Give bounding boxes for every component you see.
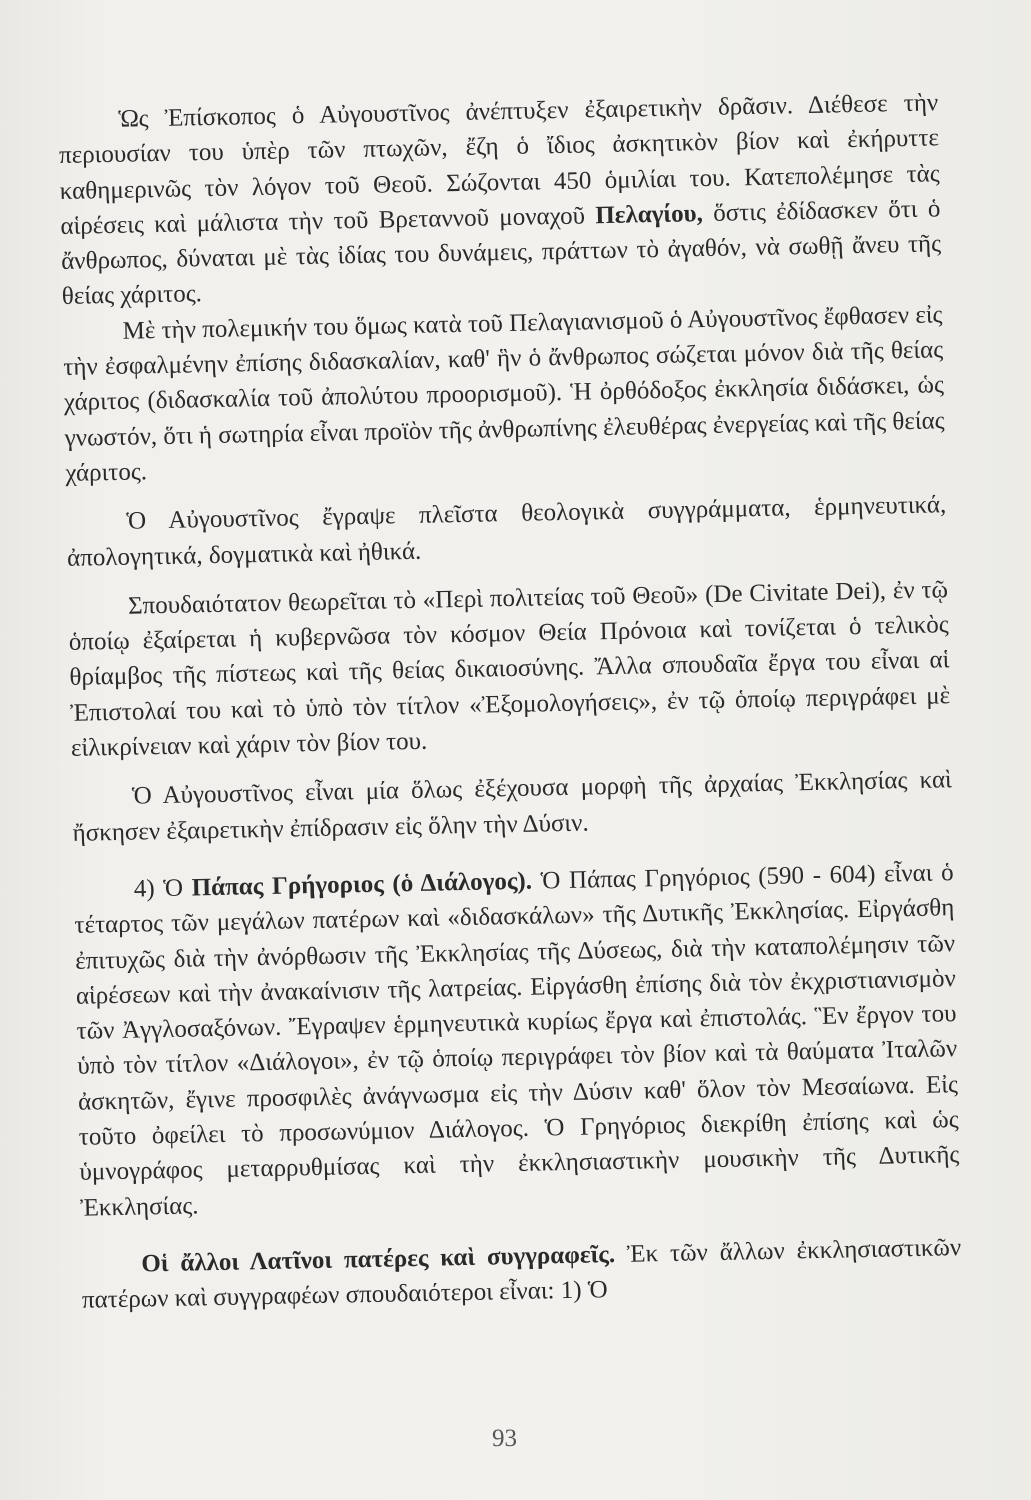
paragraph-augustine-bishop bbox=[58, 85, 942, 314]
paragraph-text: ὅστις ἐδίδασκεν ὅτι ὁ ἄνθρωπος, δύναται μὲ τὰς ἰδίας του δυνάμεις, πράττων τὸ ἀγαθόν, νὰ σωθῇ ἄνευ τῆς θείας χάριτος. bbox=[60, 195, 942, 311]
paragraph-writings bbox=[66, 488, 947, 576]
paragraph-text: Σπουδαιότατον θεωρεῖται τὸ «Περὶ πολιτείας τοῦ Θεοῦ» (De Civitate Dei), ἐν τῷ ὁποίῳ ἐξαίρεται ἡ κυβερνῶσα τὸν κόσμον Θεία Πρόνοια καὶ τονίζεται ὁ τελικὸς θρίαμβος τῆς πίστεως καὶ τῆς θείας δικαιοσύνης. Ἄλλα σπουδαῖα ἔργα του εἶναι αἱ Ἐπιστολαί του καὶ τὸ ὑπὸ τὸν τίτλον «Ἐξομολογήσεις», ἐν τῷ ὁποίῳ περιγράφει μὲ εἰλικρίνειαν καὶ χάριν τὸν βίον του. bbox=[68, 576, 951, 762]
page-number: 93 bbox=[492, 1425, 517, 1452]
paragraph-text: Ἐκ τῶν ἄλλων ἐκκλησιαστικῶν πατέρων καὶ συγγραφέων σπουδαιότεροι εἶναι: 1) Ὁ bbox=[81, 1234, 962, 1314]
paragraph-text: Ὁ Αὐγουστῖνος ἔγραψε πλεῖστα θεολογικὰ συγγράμματα, ἑρμηνευτικά, ἀπολογητικά, δογματικὰ καὶ ἠθικά. bbox=[66, 491, 947, 572]
paragraph-text: Ὁ Πάπας Γρηγόριος (590 - 604) εἶναι ὁ τέταρτος τῶν μεγάλων πατέρων καὶ «διδασκάλων» τῆς Δυτικῆς Ἐκκλησίας. Εἰργάσθη ἐπιτυχῶς διὰ τὴν ἀνόρθωσιν τῆς Ἐκκλησίας τῆς Δύσεως, διὰ τὴν καταπολέμησιν τῶν αἱρέσεων καὶ τὴν ἀνακαίνισιν τῆς λατρείας. Εἰργάσθη ἐπίσης διὰ τὸν ἐκχριστιανισμὸν τῶν Ἀγγλοσαξόνων. Ἔγραψεν ἑρμηνευτικὰ κυρίως ἔργα καὶ ἐπιστολάς. Ἓν ἔργον του ὑπὸ τὸν τίτλον «Διάλογοι», ἐν τῷ ὁποίῳ περιγράφει τὸν βίον καὶ τὰ θαύματα Ἰταλῶν ἀσκητῶν, ἔγινε προσφιλὲς ἀνάγνωσμα εἰς τὴν Δύσιν καθ' ὅλον τὸν Μεσαίωνα. Εἰς τοῦτο ὀφείλει τὸ προσωνύμιον Διάλογος. Ὁ Γρηγόριος διεκρίθη ἐπίσης καὶ ὡς ὑμνογράφος μεταρρυθμίσας καὶ τὴν ἐκκλησιαστικὴν μουσικὴν τῆς Δυτικῆς Ἐκκλησίας. bbox=[74, 859, 960, 1222]
paragraph-pope-gregory bbox=[73, 855, 960, 1226]
paragraph-text: Ὁ Αὐγουστῖνος εἶναι μία ὅλως ἐξέχουσα μορφὴ τῆς ἀρχαίας Ἐκκλησίας καὶ ἤσκησεν ἐξαιρετικὴν ἐπίδρασιν εἰς ὅλην τὴν Δύσιν. bbox=[72, 766, 953, 847]
paragraph-pelagianism bbox=[62, 297, 945, 491]
paragraph-text: Μὲ τὴν πολεμικήν του ὅμως κατὰ τοῦ Πελαγιανισμοῦ ὁ Αὐγουστῖνος ἔφθασεν εἰς τὴν ἐσφαλμένην ἐπίσης διδασκαλίαν, καθ' ἣν ὁ ἄνθρωπος σώζεται μόνον διὰ τῆς θείας χάριτος (διδασκαλία τοῦ ἀπολύτου προορισμοῦ). Ἡ ὀρθόδοξος ἐκκλησία διδάσκει, ὡς γνωστόν, ὅτι ἡ σωτηρία εἶναι προϊὸν τῆς ἀνθρωπίνης ἐλευθέρας ἐνεργείας καὶ τῆς θείας χάριτος. bbox=[63, 301, 945, 487]
paragraph-civitate-dei bbox=[68, 572, 951, 766]
paragraph-augustine-influence bbox=[72, 763, 953, 851]
section-heading-other-fathers: Οἱ ἄλλοι Λατῖνοι πατέρες καὶ συγγραφεῖς. bbox=[141, 1240, 616, 1278]
paragraph-text: Ὡς Ἐπίσκοπος ὁ Αὐγουστῖνος ἀνέπτυξεν ἐξαιρετικὴν δρᾶσιν. Διέθεσε τὴν περιουσίαν του ὑπὲρ τῶν πτωχῶν, ἔζη ὁ ἴδιος ἀσκητικὸν βίον καὶ ἐκήρυττε καθημερινῶς τὸν λόγον τοῦ Θεοῦ. Σώζονται 450 ὁμιλίαι του. Κατεπολέμησε τὰς αἱρέσεις καὶ μάλιστα τὴν τοῦ Βρεταννοῦ μοναχοῦ bbox=[58, 89, 940, 240]
bold-name-pelagius: Πελαγίου, bbox=[595, 199, 704, 230]
paragraph-text: 4) Ὁ bbox=[133, 874, 192, 903]
section-heading-gregory: Πάπας Γρήγοριος (ὁ Διάλογος). bbox=[191, 867, 533, 902]
page-body-text bbox=[58, 85, 962, 1318]
paragraph-other-fathers bbox=[81, 1230, 962, 1318]
